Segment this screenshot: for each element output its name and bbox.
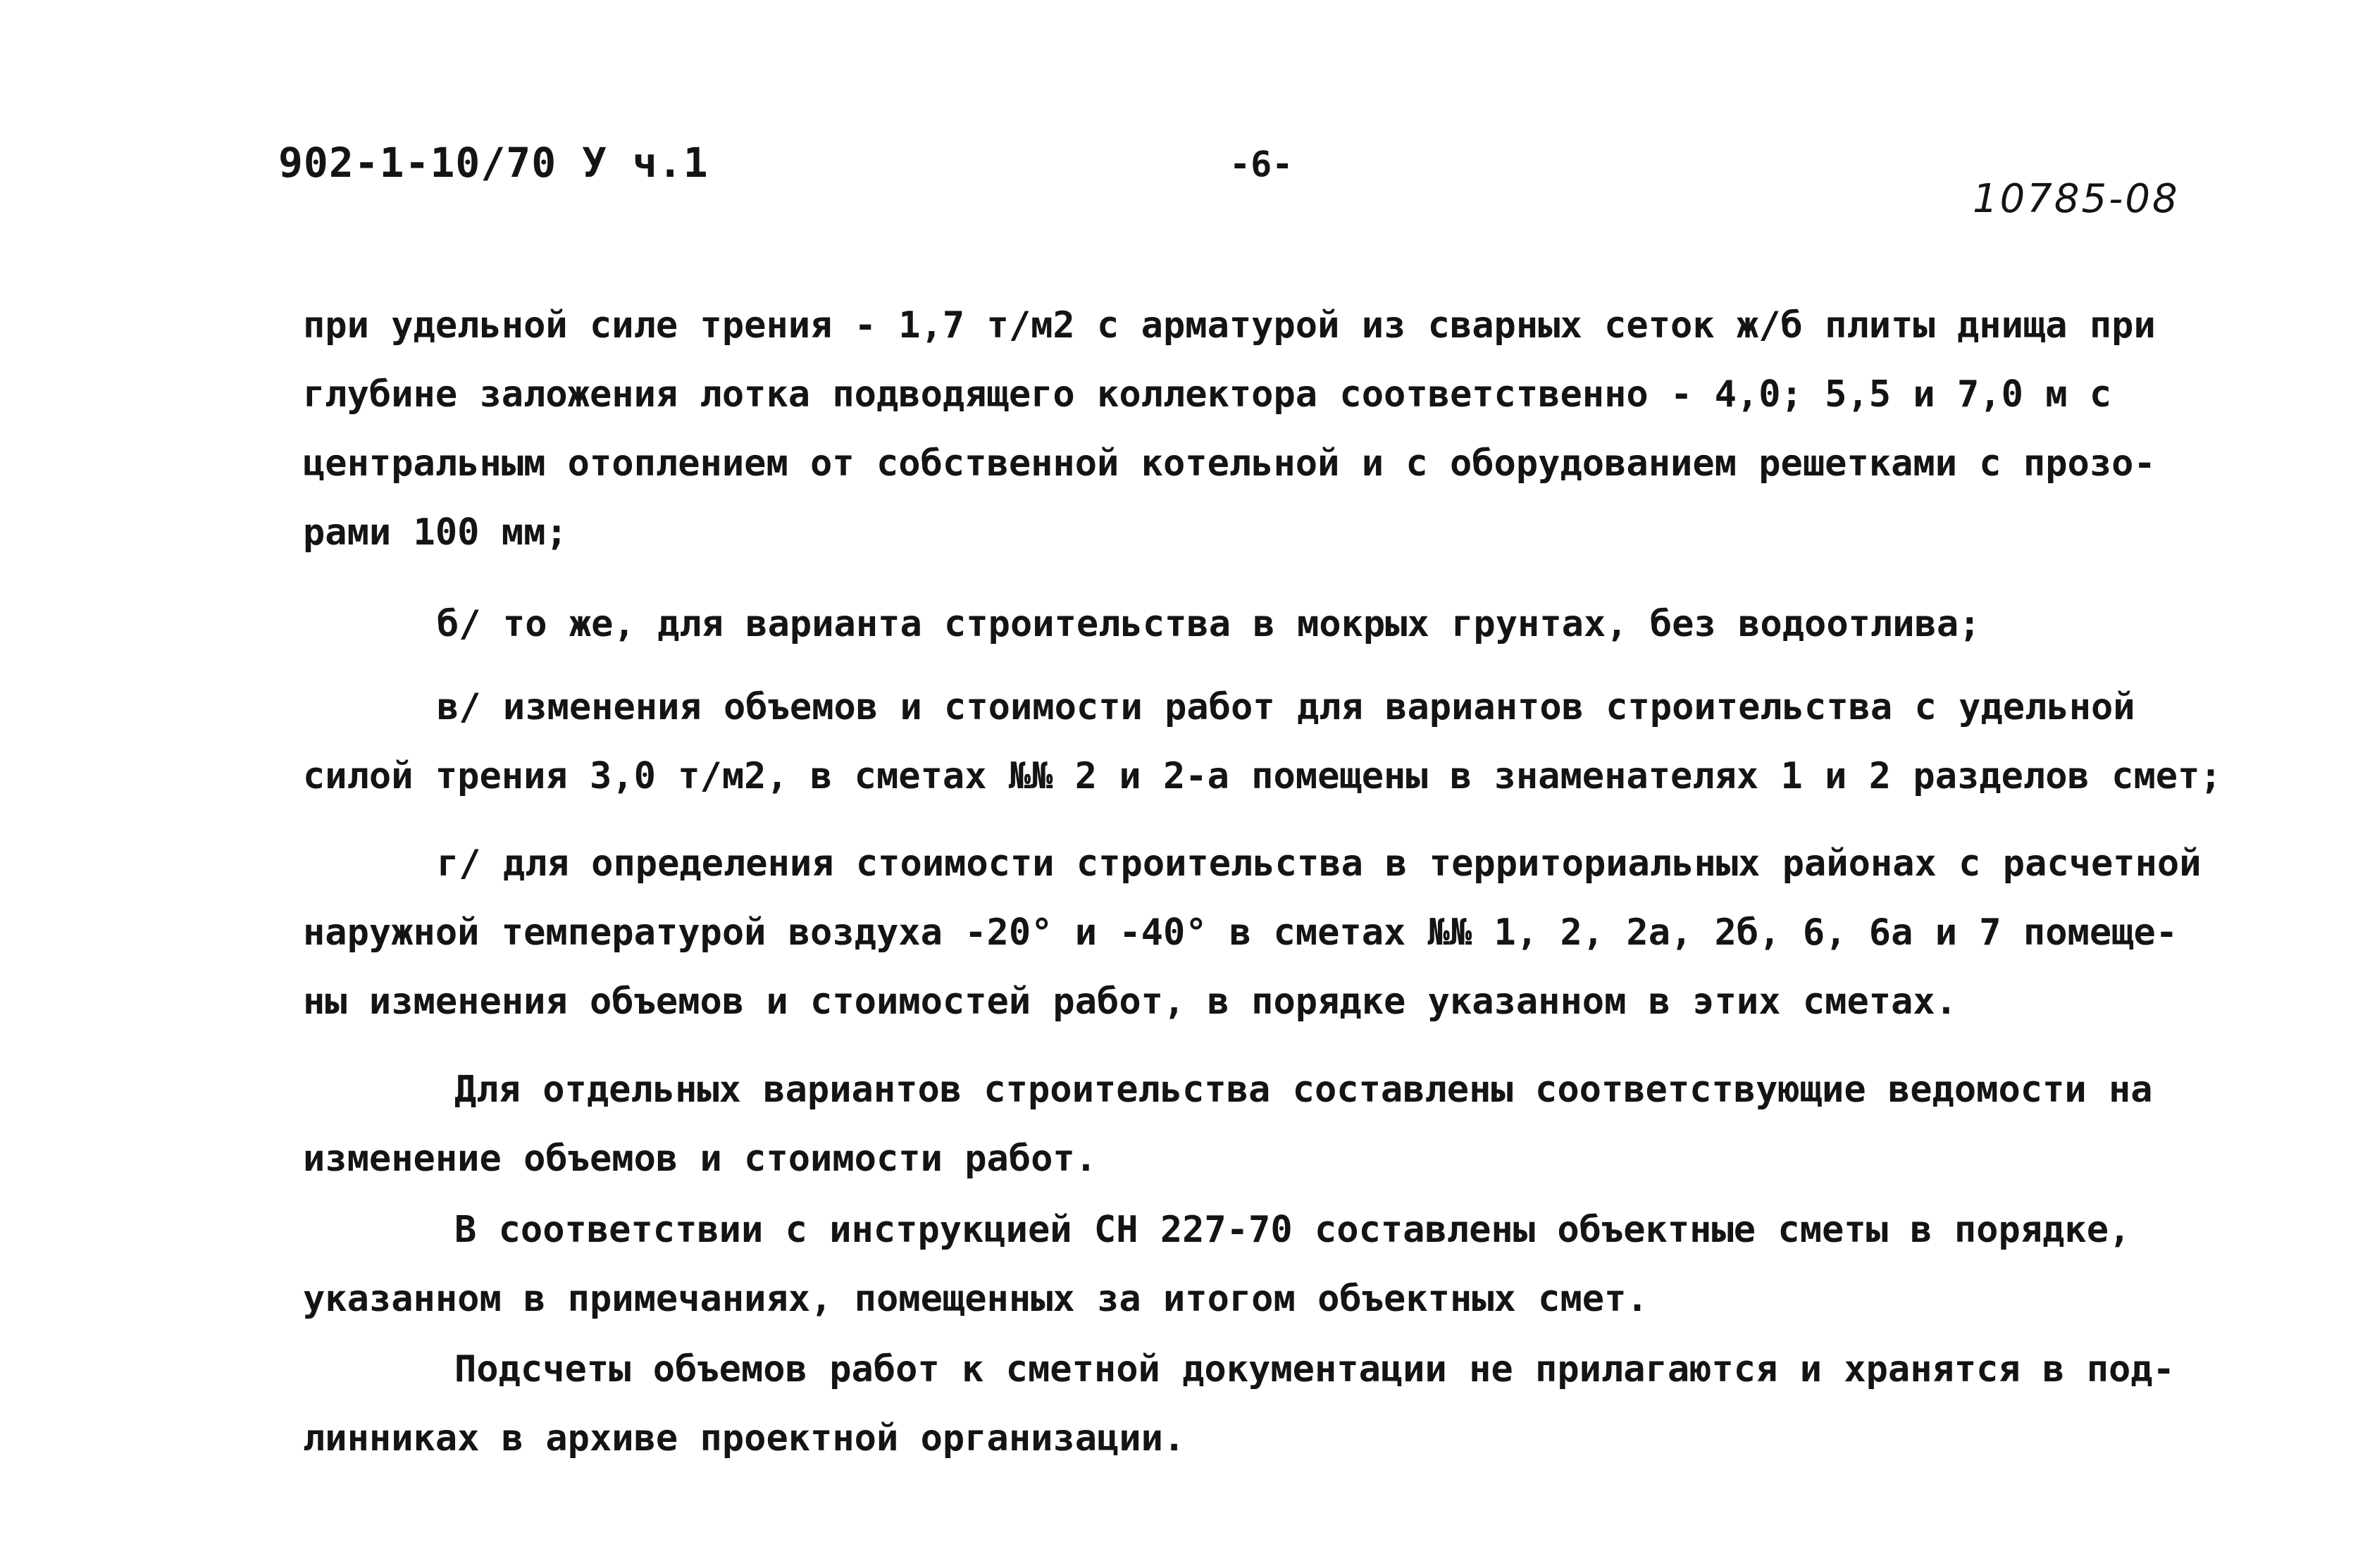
text-line: В соответствии с инструкцией СН 227-70 составлены объектные сметы в порядке, xyxy=(454,1209,2131,1251)
document-code: 902-1-10/70 У ч.1 xyxy=(278,139,709,187)
paragraph-g xyxy=(303,1335,2297,1473)
text-line: ны изменения объемов и стоимостей работ, в порядке указанном в этих сметах. xyxy=(303,981,1957,1023)
paragraph-a-continuation xyxy=(303,291,2297,567)
text-line: Для отдельных вариантов строительства составлены соответствующие ведомости на xyxy=(454,1069,2153,1111)
text-line: силой трения 3,0 т/м2, в сметах №№ 2 и 2-а помещены в знаменателях 1 и 2 разделов смет; xyxy=(303,755,2222,797)
text-line: Подсчеты объемов работ к сметной документации не прилагаются и хранятся в под- xyxy=(454,1348,2175,1390)
archive-number: 10785-08 xyxy=(1973,176,2180,222)
text-line: изменение объемов и стоимости работ. xyxy=(303,1138,1098,1180)
text-line: б/ то же, для варианта строительства в мокрых грунтах, без водоотлива; xyxy=(437,603,1981,645)
paragraph-b xyxy=(303,590,2297,659)
text-line: при удельной силе трения - 1,7 т/м2 с арматурой из сварных сеток ж/б плиты днища при xyxy=(303,304,2156,347)
text-line: в/ изменения объемов и стоимости работ для вариантов строительства с удельной xyxy=(437,686,2135,728)
paragraph-e xyxy=(303,1055,2297,1193)
text-line: наружной температурой воздуха -20° и -40° в сметах №№ 1, 2, 2а, 2б, 6, 6а и 7 помеще- xyxy=(303,911,2178,954)
paragraph-f xyxy=(303,1195,2297,1333)
text-line: линниках в архиве проектной организации. xyxy=(303,1417,1186,1460)
page-number: -6- xyxy=(1229,144,1293,185)
text-line: г/ для определения стоимости строительства в территориальных районах с расчетной xyxy=(437,842,2202,885)
text-line: рами 100 мм; xyxy=(303,511,568,554)
paragraph-c xyxy=(303,673,2297,811)
text-line: указанном в примечаниях, помещенных за итогом объектных смет. xyxy=(303,1278,1649,1320)
text-line: центральным отоплением от собственной котельной и с оборудованием решетками с прозо- xyxy=(303,442,2156,485)
text-line: глубине заложения лотка подводящего коллектора соответственно - 4,0; 5,5 и 7,0 м с xyxy=(303,373,2112,416)
paragraph-d xyxy=(303,829,2297,1036)
